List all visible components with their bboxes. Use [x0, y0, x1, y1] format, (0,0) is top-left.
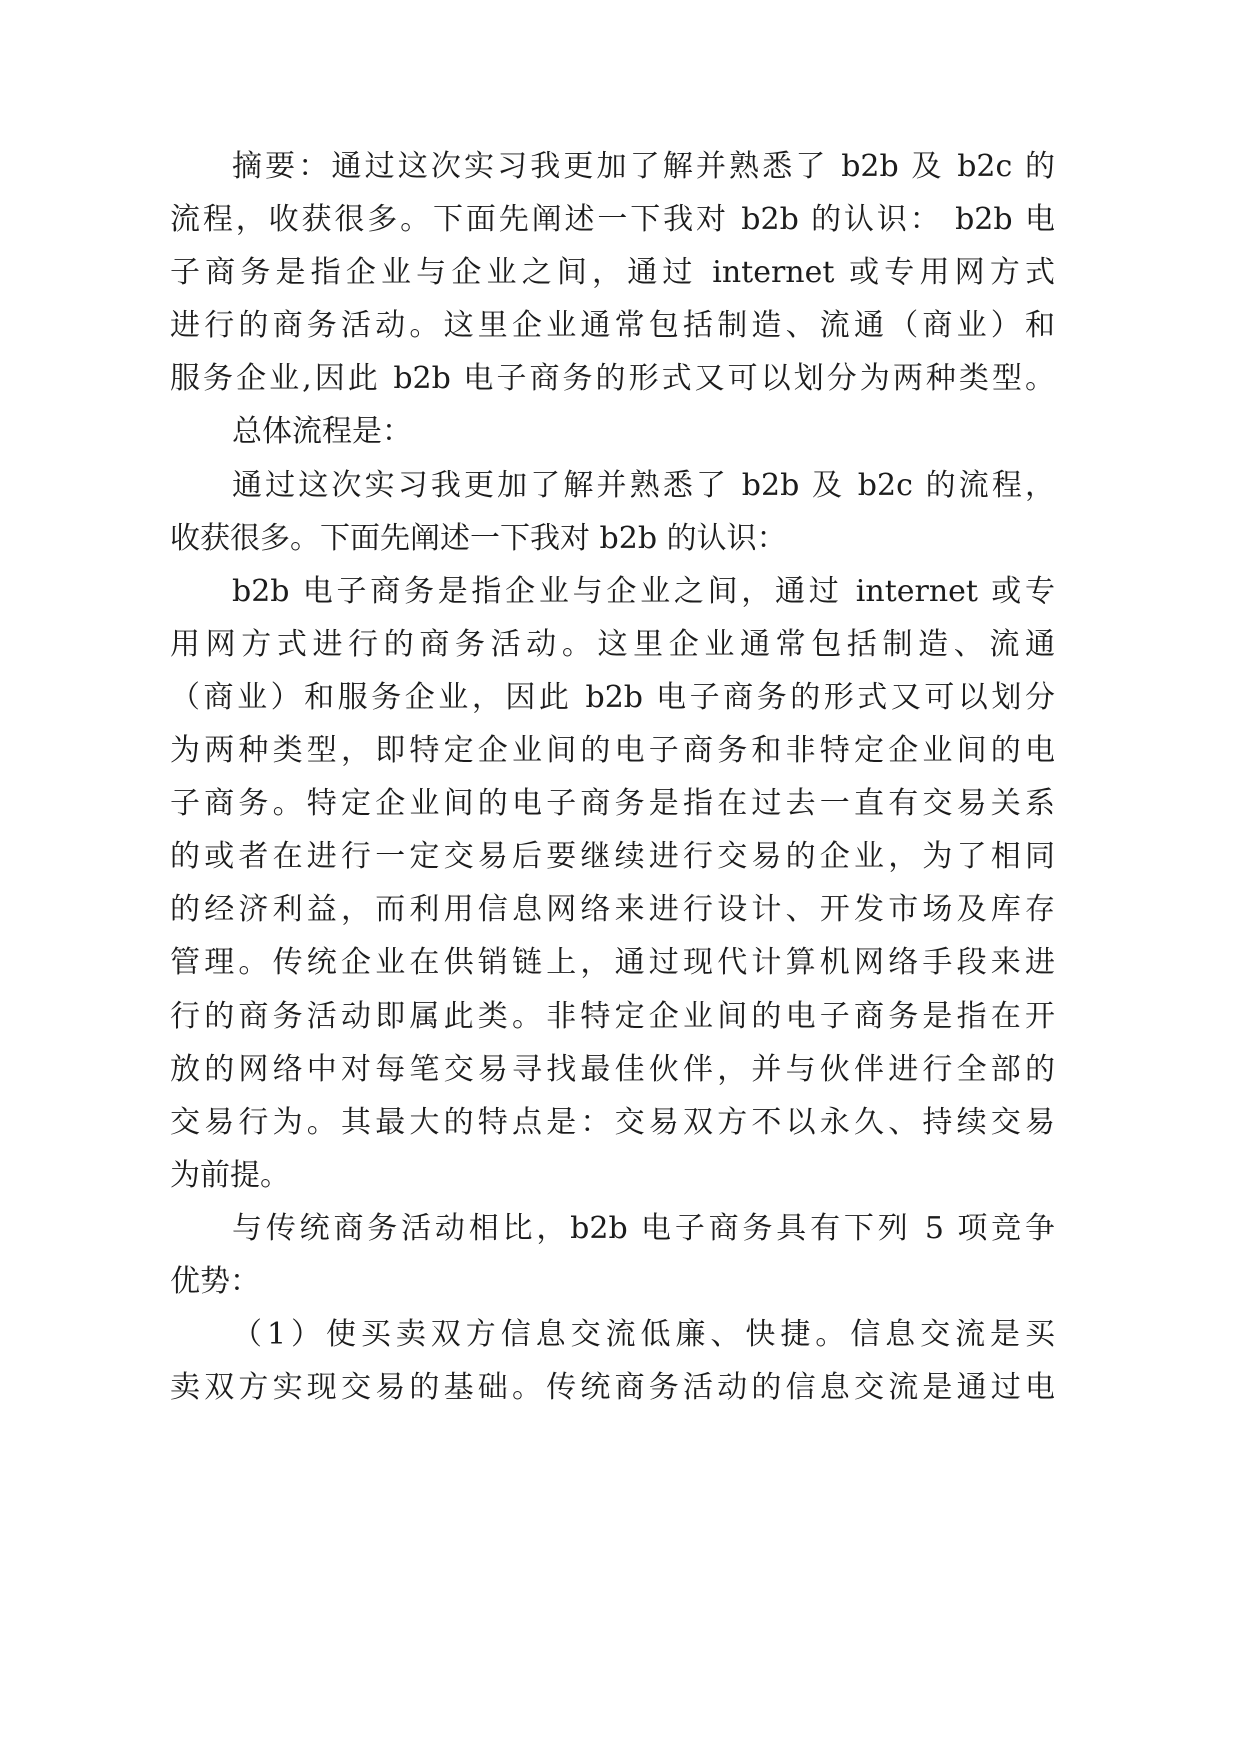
- paragraph-abstract: [170, 140, 1055, 405]
- text-line: 为两种类型，即特定企业间的电子商务和非特定企业间的电: [170, 733, 1055, 769]
- text-line: 用网方式进行的商务活动。这里企业通常包括制造、流通: [170, 626, 1055, 662]
- paragraph-intro: [170, 459, 1055, 565]
- text-line: 卖双方实现交易的基础。传统商务活动的信息交流是通过电: [170, 1370, 1055, 1406]
- text-line: 服务企业,因此 b2b 电子商务的形式又可以划分为两种类型。: [170, 361, 1055, 397]
- text-line: 优势：: [170, 1263, 260, 1299]
- text-line: （1）使买卖双方信息交流低廉、快捷。信息交流是买: [232, 1317, 1055, 1353]
- text-line: 为前提。: [170, 1157, 290, 1193]
- paragraph-b2b-definition: [170, 565, 1055, 1202]
- text-line: 摘要：通过这次实习我更加了解并熟悉了 b2b 及 b2c 的: [232, 149, 1055, 184]
- text-line: 子商务。特定企业间的电子商务是指在过去一直有交易关系: [170, 786, 1055, 822]
- text-line: 交易行为。其最大的特点是：交易双方不以永久、持续交易: [170, 1104, 1055, 1140]
- text-line: 流程，收获很多。下面先阐述一下我对 b2b 的认识： b2b 电: [170, 202, 1055, 238]
- paragraph-advantage-1: [170, 1308, 1055, 1414]
- text-line: 进行的商务活动。这里企业通常包括制造、流通（商业）和: [170, 308, 1055, 344]
- text-line: 的或者在进行一定交易后要继续进行交易的企业，为了相同: [170, 839, 1055, 875]
- text-line: 与传统商务活动相比，b2b 电子商务具有下列 5 项竞争: [232, 1210, 1055, 1246]
- text-line: b2b 电子商务是指企业与企业之间，通过 internet 或专: [232, 573, 1055, 609]
- text-line: 放的网络中对每笔交易寻找最佳伙伴，并与伙伴进行全部的: [170, 1051, 1055, 1087]
- text-line: 总体流程是：: [232, 414, 412, 450]
- paragraph-overall-flow: [170, 405, 1055, 458]
- paragraph-advantages: [170, 1202, 1055, 1308]
- text-line: （商业）和服务企业，因此 b2b 电子商务的形式又可以划分: [170, 679, 1055, 715]
- text-line: 行的商务活动即属此类。非特定企业间的电子商务是指在开: [170, 998, 1055, 1034]
- text-line: 管理。传统企业在供销链上，通过现代计算机网络手段来进: [170, 945, 1055, 981]
- text-line: 通过这次实习我更加了解并熟悉了 b2b 及 b2c 的流程，: [232, 467, 1055, 503]
- text-line: 收获很多。下面先阐述一下我对 b2b 的认识：: [170, 520, 787, 556]
- text-line: 的经济利益，而利用信息网络来进行设计、开发市场及库存: [170, 892, 1055, 928]
- text-line: 子商务是指企业与企业之间，通过 internet 或专用网方式: [170, 255, 1055, 291]
